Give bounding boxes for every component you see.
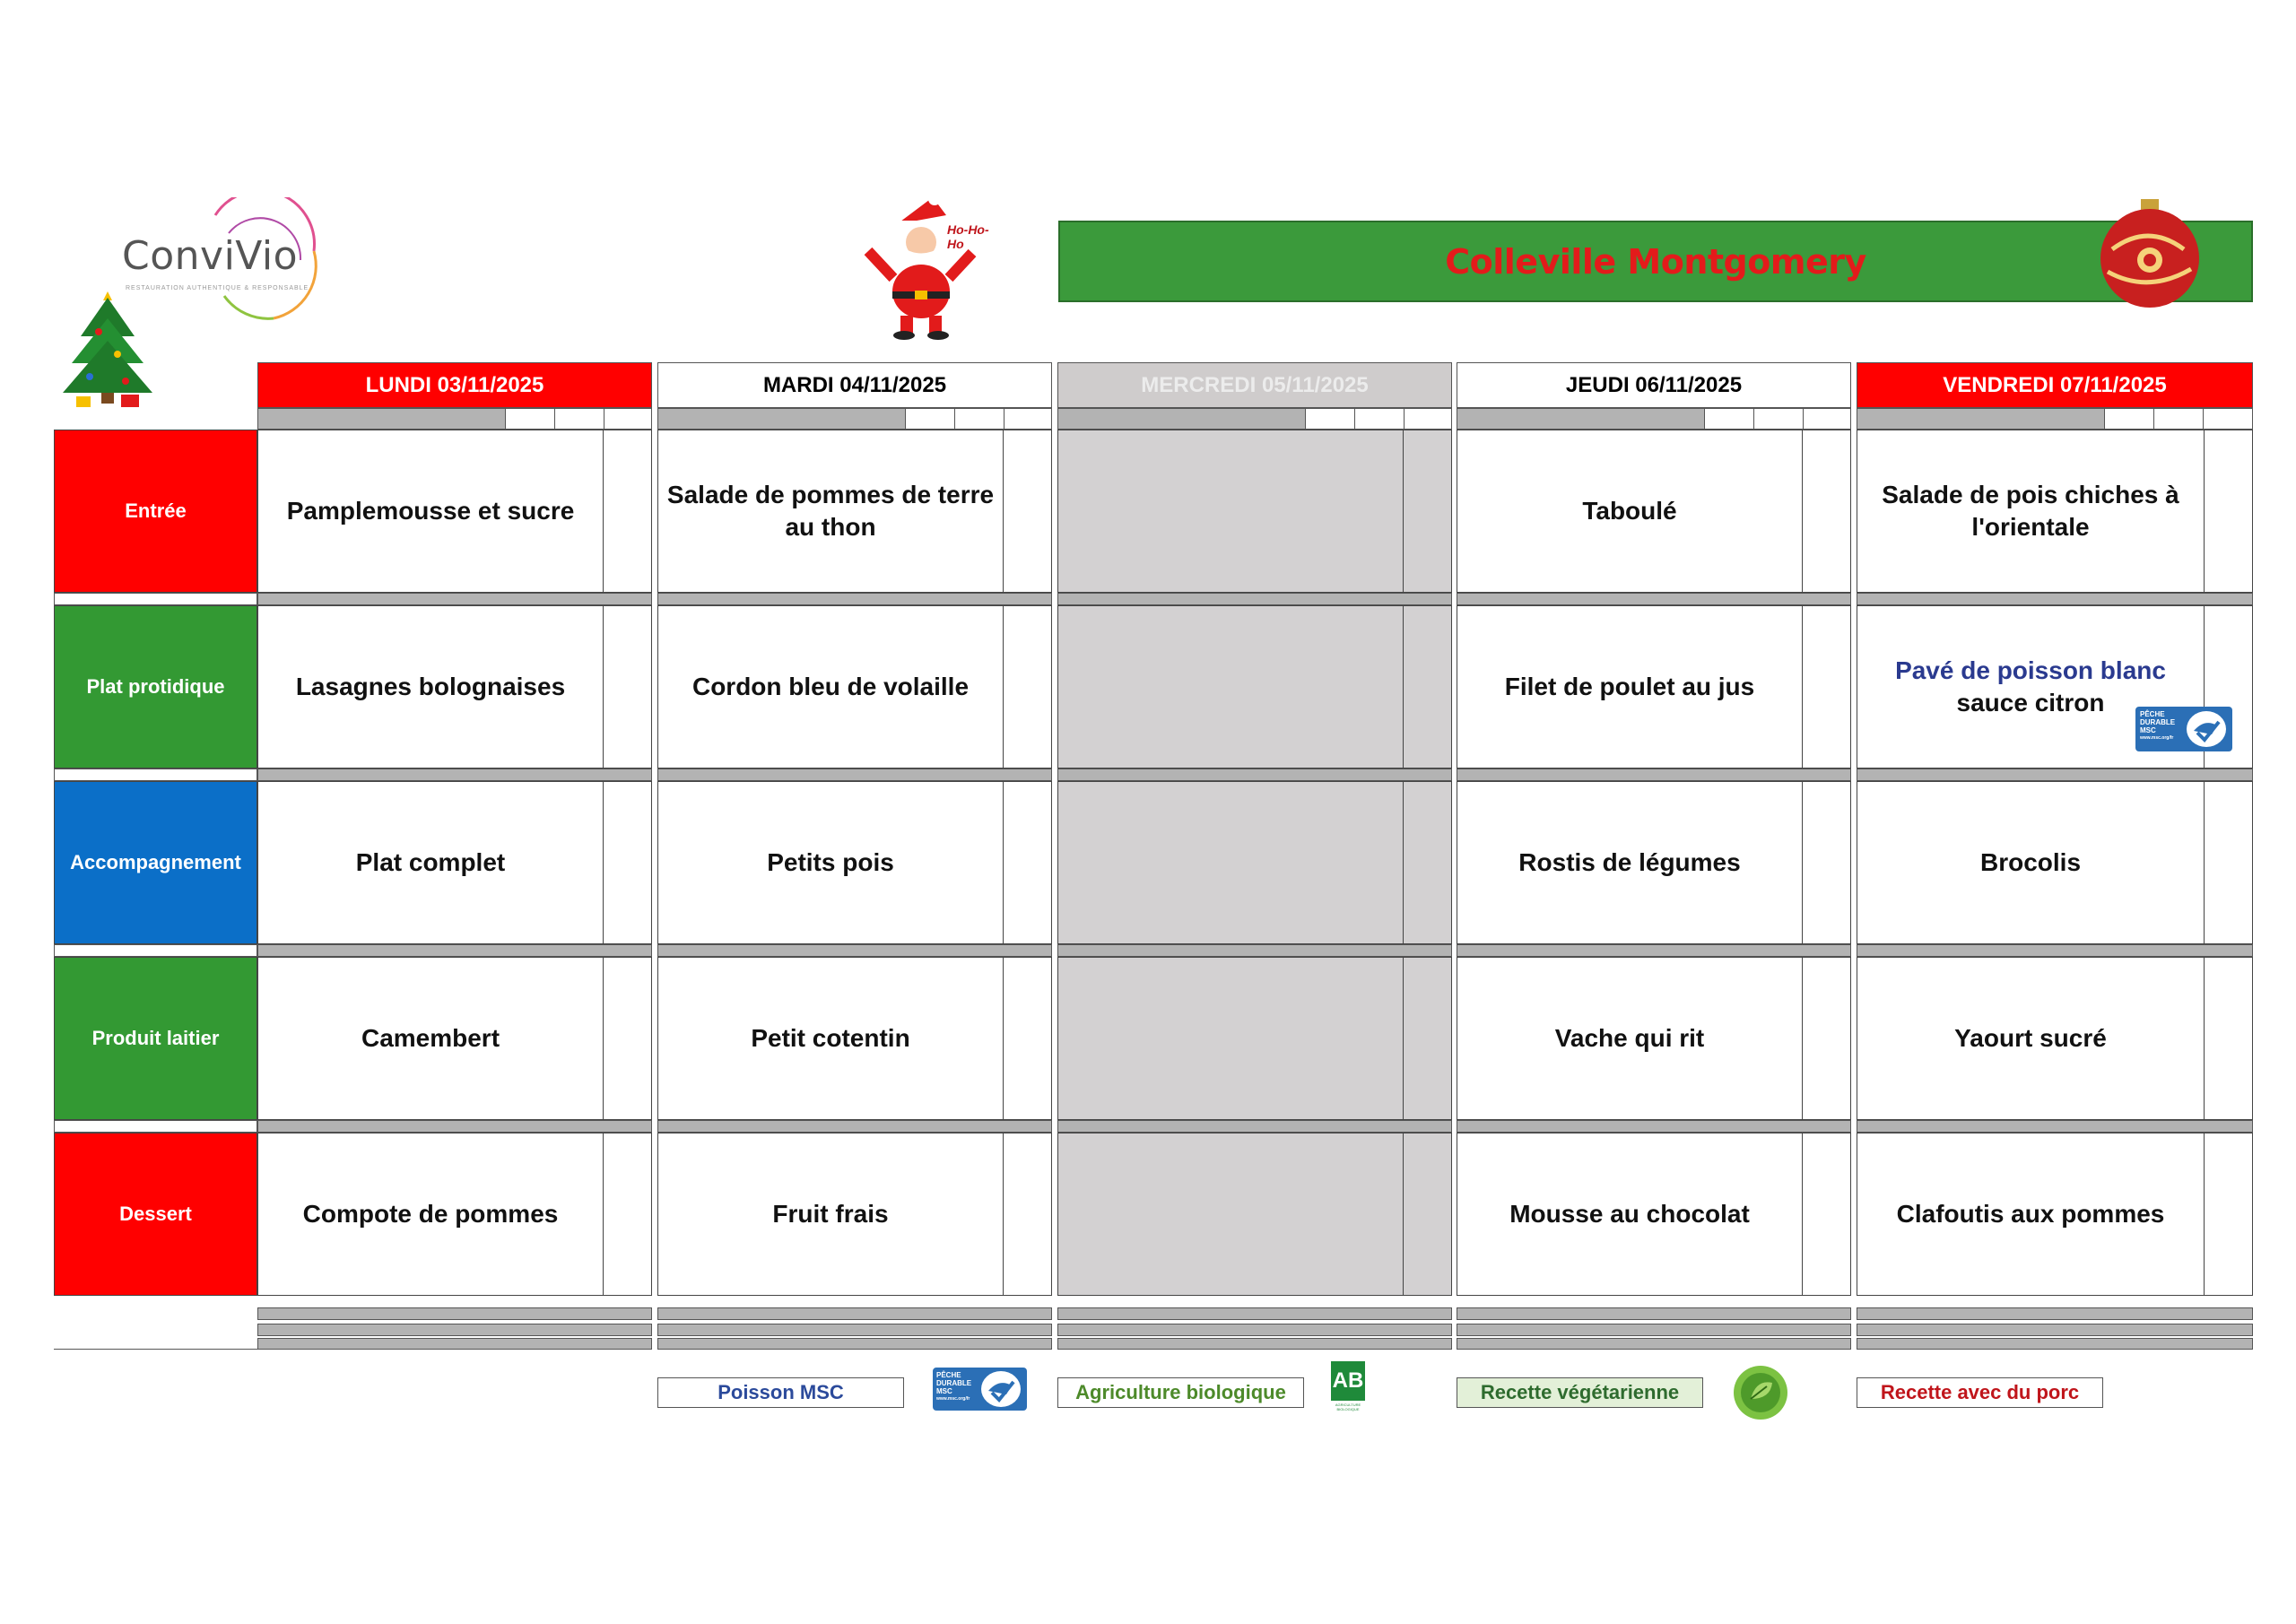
dish-label: Filet de poulet au jus [1504, 672, 1755, 700]
row-separator [54, 769, 257, 781]
dish-label: Fruit frais [772, 1199, 889, 1228]
menu-cell [1857, 605, 2253, 769]
santa-icon [861, 197, 978, 341]
row-separator [1057, 593, 1452, 605]
row-separator [1457, 769, 1851, 781]
menu-cell [657, 605, 1052, 769]
row-separator [1857, 944, 2253, 957]
dish-label: Taboulé [1582, 496, 1677, 525]
menu-cell [257, 781, 652, 944]
menu-cell-closed [1057, 605, 1452, 769]
bottom-spacer [54, 1296, 257, 1350]
dish-name: Pavé de poisson blanc [1895, 656, 2166, 684]
menu-cell [1857, 957, 2253, 1120]
menu-cell-closed [1057, 1133, 1452, 1296]
row-separator [657, 944, 1052, 957]
menu-cell [257, 1133, 652, 1296]
dish-label: Mousse au chocolat [1509, 1199, 1750, 1228]
day-subbar [1057, 408, 1452, 430]
menu-cell-closed [1057, 430, 1452, 593]
row-separator [657, 593, 1052, 605]
msc-badge-line: MSC [936, 1387, 952, 1395]
row-separator [54, 944, 257, 957]
dish-label: Brocolis [1979, 847, 2082, 876]
legend-msc-badge [933, 1368, 1027, 1411]
legend-porc: Recette avec du porc [1857, 1377, 2103, 1408]
bottom-bars [1457, 1296, 1851, 1350]
logo-tagline: RESTAURATION AUTHENTIQUE & RESPONSABLE [126, 285, 309, 291]
dish-label: Cordon bleu de volaille [691, 672, 970, 700]
menu-cell [257, 605, 652, 769]
menu-cell [1857, 781, 2253, 944]
row-separator [257, 769, 652, 781]
msc-badge-line: DURABLE [2140, 718, 2176, 726]
row-separator [1457, 1120, 1851, 1133]
menu-cell [257, 430, 652, 593]
msc-badge-line: DURABLE [936, 1379, 972, 1387]
bottom-bars [257, 1296, 652, 1350]
msc-badge [2135, 707, 2232, 751]
legend-poisson-msc: Poisson MSC [657, 1377, 904, 1408]
dish-label: Compote de pommes [302, 1199, 559, 1228]
category-dessert: Dessert [54, 1133, 257, 1296]
dish-label: Plat complet [355, 847, 506, 876]
msc-badge-url: www.msc.org/fr [936, 1396, 970, 1402]
day-header-vendredi: VENDREDI 07/11/2025 [1857, 362, 2253, 408]
menu-cell [657, 1133, 1052, 1296]
day-header-jeudi: JEUDI 06/11/2025 [1457, 362, 1851, 408]
row-separator [1057, 944, 1452, 957]
legend-vegetarien: Recette végétarienne [1457, 1377, 1703, 1408]
bottom-bars [1857, 1296, 2253, 1350]
dish-label: Camembert [361, 1023, 500, 1052]
dish-label: Lasagnes bolognaises [295, 672, 566, 700]
menu-cell [657, 957, 1052, 1120]
menu-cell [1857, 430, 2253, 593]
menu-cell-closed [1057, 957, 1452, 1120]
dish-label: Salade de pois chiches à l'orientale [1882, 480, 2179, 541]
day-header-mardi: MARDI 04/11/2025 [657, 362, 1052, 408]
msc-badge-line: PÊCHE [936, 1371, 961, 1379]
day-subbar [1457, 408, 1851, 430]
day-subbar [1857, 408, 2253, 430]
msc-fish-icon [979, 1369, 1022, 1409]
ab-caption: AGRICULTURE BIOLOGIQUE [1335, 1403, 1361, 1411]
title-banner [1058, 221, 2253, 302]
dish-label: Salade de pommes de terre au thon [666, 480, 995, 541]
dish-label: Petits pois [767, 847, 894, 876]
menu-cell [1457, 430, 1851, 593]
day-subbar [257, 408, 652, 430]
category-entree: Entrée [54, 430, 257, 593]
day-subbar [657, 408, 1052, 430]
santa-text: Ho-Ho-Ho [947, 222, 989, 251]
christmas-tree-icon [58, 287, 157, 413]
dish-label: Vache qui rit [1554, 1023, 1705, 1052]
legend-agriculture-bio: Agriculture biologique [1057, 1377, 1304, 1408]
menu-cell [657, 781, 1052, 944]
menu-cell [1457, 781, 1851, 944]
ab-badge [1327, 1356, 1369, 1419]
category-plat: Plat protidique [54, 605, 257, 769]
bottom-bars [657, 1296, 1052, 1350]
msc-badge-url: www.msc.org/fr [2140, 735, 2174, 741]
day-header-mercredi: MERCREDI 05/11/2025 [1057, 362, 1452, 408]
row-separator [257, 944, 652, 957]
category-laitier: Produit laitier [54, 957, 257, 1120]
menu-cell [1457, 605, 1851, 769]
dish-label: Yaourt sucré [1954, 1023, 2107, 1052]
row-separator [1857, 769, 2253, 781]
vegetarian-leaf-icon [1731, 1363, 1790, 1422]
ab-logo: AB [1331, 1361, 1365, 1401]
menu-cell [1457, 957, 1851, 1120]
dish-label: Petit cotentin [751, 1023, 910, 1052]
msc-fish-icon [2185, 709, 2228, 749]
row-separator [1457, 593, 1851, 605]
christmas-ornament-icon [2094, 195, 2206, 312]
row-separator [54, 593, 257, 605]
msc-badge-line: PÊCHE [2140, 710, 2165, 718]
msc-badge-line: MSC [2140, 726, 2156, 734]
row-separator [257, 1120, 652, 1133]
santa-illustration [861, 197, 1004, 341]
dish-label: Rostis de légumes [1518, 847, 1741, 876]
row-separator [257, 593, 652, 605]
dish-label: Pamplemousse et sucre [286, 496, 575, 525]
category-accompagnement: Accompagnement [54, 781, 257, 944]
row-separator [1857, 1120, 2253, 1133]
menu-cell [257, 957, 652, 1120]
row-separator [54, 1120, 257, 1133]
menu-cell [1857, 1133, 2253, 1296]
day-header-lundi: LUNDI 03/11/2025 [257, 362, 652, 408]
row-separator [657, 1120, 1052, 1133]
page-title: Colleville Montgomery [1445, 241, 1866, 282]
row-separator [657, 769, 1052, 781]
row-separator [1057, 1120, 1452, 1133]
row-separator [1857, 593, 2253, 605]
menu-cell [1457, 1133, 1851, 1296]
row-separator [1057, 769, 1452, 781]
bottom-bars [1057, 1296, 1452, 1350]
logo-name: ConviVio [122, 233, 299, 279]
menu-cell [657, 430, 1052, 593]
row-separator [1457, 944, 1851, 957]
dish-label: Clafoutis aux pommes [1896, 1199, 2165, 1228]
dish-sauce: sauce citron [1956, 689, 2105, 716]
menu-cell-closed [1057, 781, 1452, 944]
